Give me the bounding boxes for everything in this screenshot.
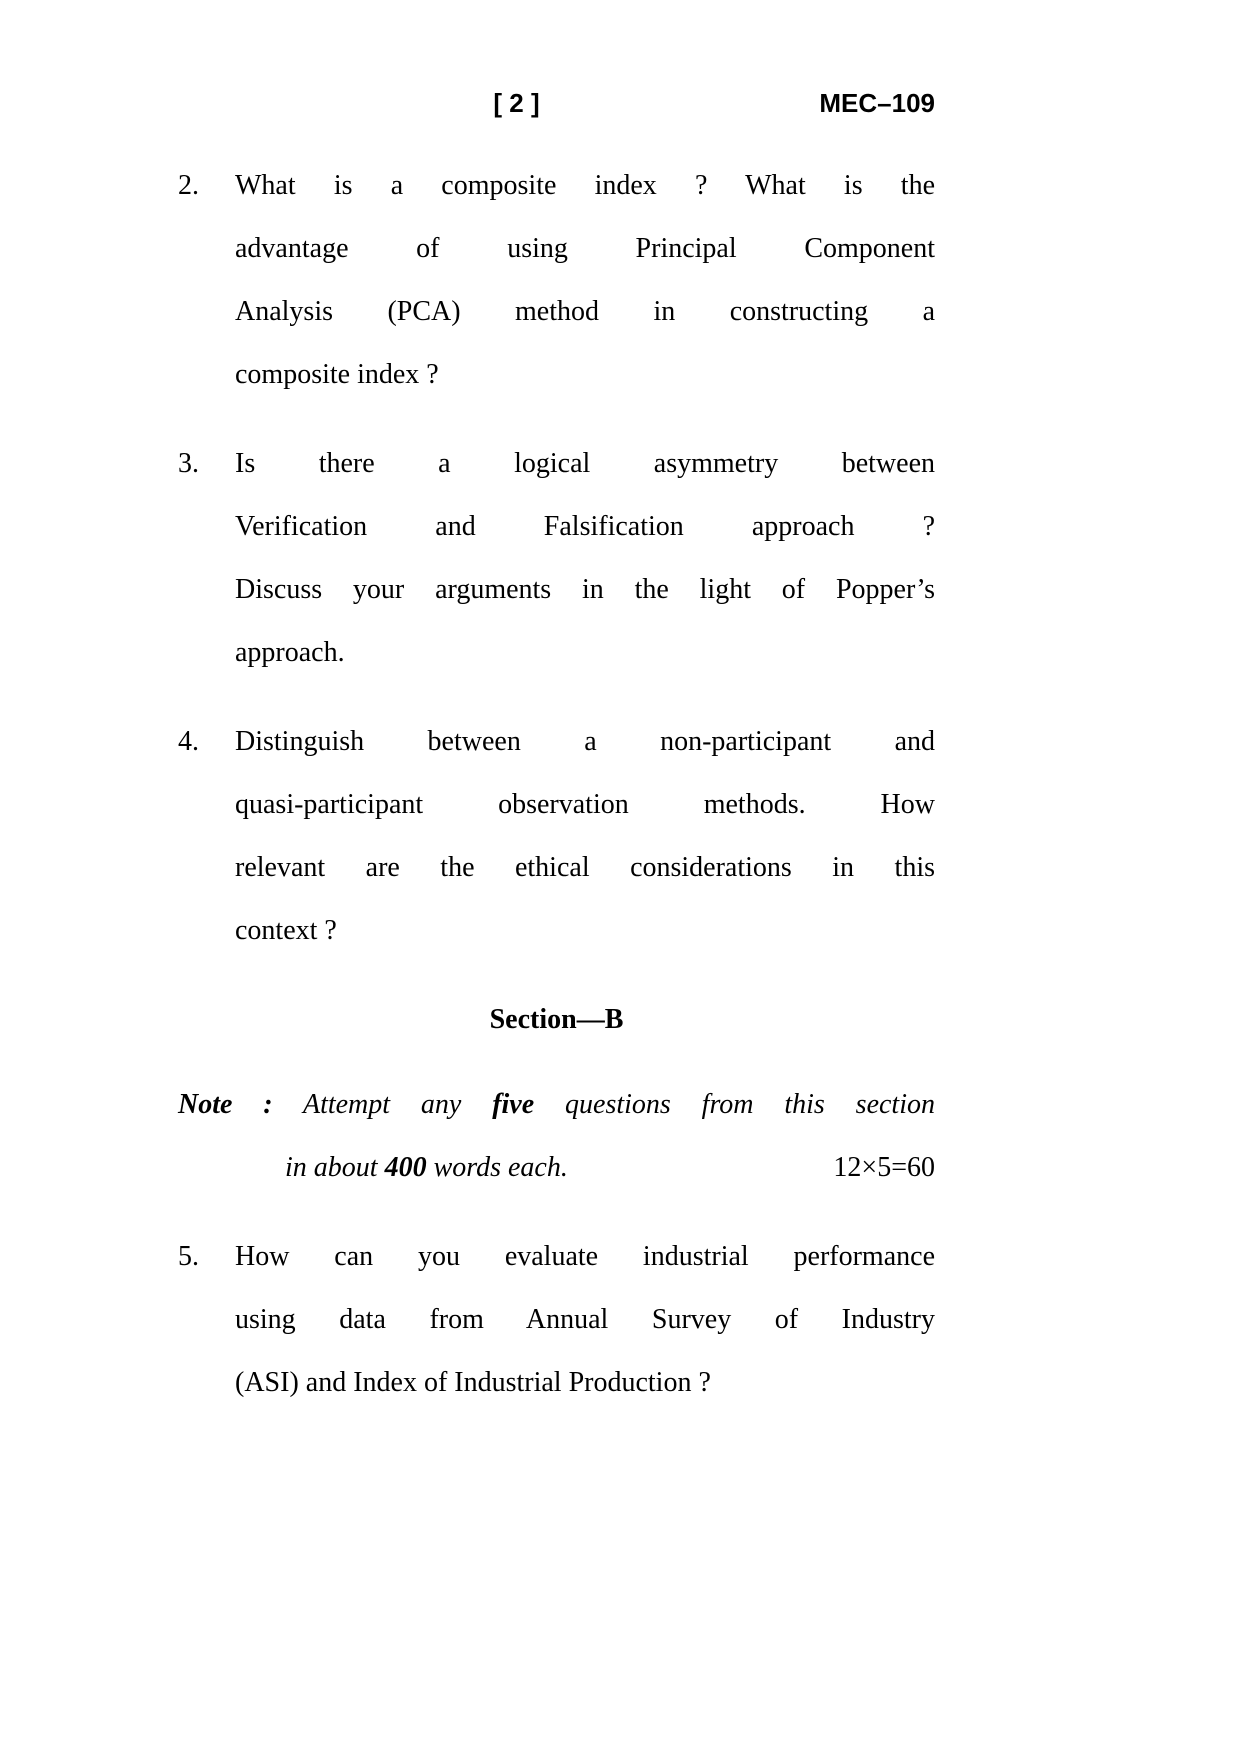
note-text-bold: five: [492, 1089, 535, 1120]
question-5: [178, 1225, 935, 1414]
question-line: What is a composite index ? What is the: [235, 170, 935, 201]
question-line: Analysis (PCA) method in constructing a: [235, 296, 935, 327]
note-text-group: [285, 1136, 568, 1199]
question-number: 3.: [178, 448, 199, 479]
question-body: [235, 710, 935, 962]
note-line-2: [178, 1136, 935, 1199]
section-b-heading: Section—B: [489, 1004, 624, 1035]
question-line: approach.: [235, 637, 345, 668]
note-text: Attempt any: [302, 1089, 462, 1120]
question-line: Is there a logical asymmetry between: [235, 448, 935, 479]
question-line: quasi-participant observation methods. How: [235, 789, 935, 820]
note-text: in about: [285, 1152, 378, 1183]
page-content: [178, 88, 935, 1440]
question-line: using data from Annual Survey of Industry: [235, 1304, 935, 1335]
note-line-1: [178, 1073, 935, 1136]
question-line: Distinguish between a non-participant and: [235, 726, 935, 757]
question-2: [178, 154, 935, 406]
paper-code: MEC–109: [819, 88, 935, 118]
question-body: [235, 432, 935, 684]
question-3: [178, 432, 935, 684]
question-body: [235, 154, 935, 406]
question-line: relevant are the ethical considerations in this: [235, 852, 935, 883]
question-line: composite index ?: [235, 359, 439, 390]
question-line: (ASI) and Index of Industrial Production ?: [235, 1367, 711, 1398]
question-line: advantage of using Principal Component: [235, 233, 935, 264]
question-line: How can you evaluate industrial performance: [235, 1241, 935, 1272]
question-number: 4.: [178, 726, 199, 757]
question-line: context ?: [235, 915, 337, 946]
question-4: [178, 710, 935, 962]
note-text-bold: 400: [384, 1152, 427, 1183]
marks-scheme: 12×5=60: [833, 1152, 935, 1183]
question-body: [235, 1225, 935, 1414]
question-number: 5.: [178, 1241, 199, 1272]
page-header: [178, 88, 935, 128]
note-text: words each.: [433, 1152, 568, 1183]
question-line: Verification and Falsification approach ?: [235, 511, 935, 542]
section-b-note: [178, 1073, 935, 1199]
note-text: questions from this section: [565, 1089, 935, 1120]
note-label: Note :: [178, 1089, 273, 1120]
page-number: [ 2 ]: [493, 88, 540, 118]
question-number: 2.: [178, 170, 199, 201]
question-line: Discuss your arguments in the light of Popper’s: [235, 574, 935, 605]
